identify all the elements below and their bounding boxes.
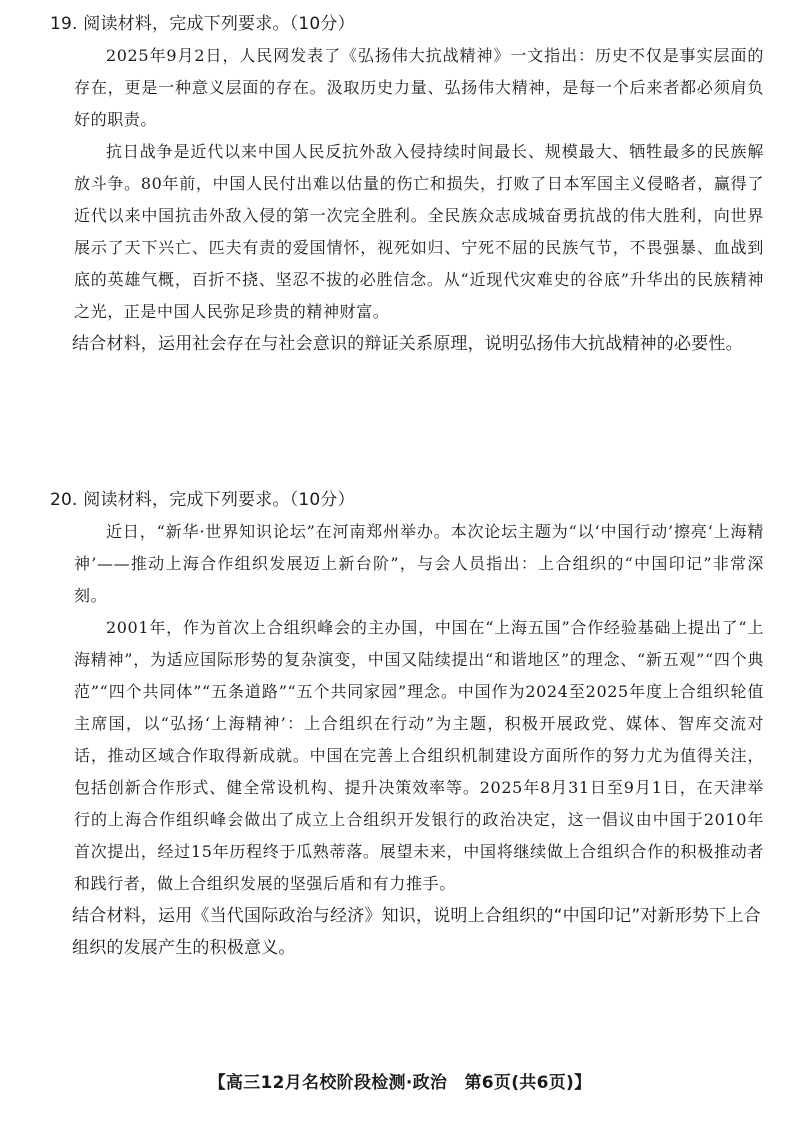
question-20 <box>44 484 764 964</box>
question-20-task: 结合材料，运用《当代国际政治与经济》知识，说明上合组织的“中国印记”对新形势下上合组织的发展产生的积极意义。 <box>72 906 761 958</box>
page-footer: 【高三12月名校阶段检测·政治 第6页(共6页)】 <box>208 1073 592 1093</box>
question-20-heading: 20. 阅读材料，完成下列要求。（10分） <box>50 490 355 510</box>
question-20-material-paragraph: 近日，“新华·世界知识论坛”在河南郑州举办。本次论坛主题为“以‘中国行动’擦亮‘上海精神’——推动上海合作组织发展迈上新台阶”，与会人员指出：上合组织的“中国印记”非常深刻。 <box>74 522 764 605</box>
question-20-material-paragraph: 2001年，作为首次上合组织峰会的主办国，中国在“上海五国”合作经验基础上提出了“上海精神”，为适应国际形势的复杂演变，中国又陆续提出“和谐地区”的理念、“新五观”“四个典范”“四个共同体”“五条道路”“五个共同家园”理念。中国作为2024至2025年度上合组织轮值主席国，以“弘扬‘上海精神’：上合组织在行动”为主题，积极开展政党、媒体、智库交流对话，推动区域合作取得新成就。中国在完善上合组织机制建设方面所作的努力尤为值得关注，包括创新合作形式、健全常设机构、提升决策效率等。2025年8月31日至9月1日，在天津举行的上海合作组织峰会做出了成立上合组织开发银行的政治决定，这一倡议由中国于2010年首次提出，经过15年历程终于瓜熟蒂落。展望未来，中国将继续做上合组织合作的积极推动者和践行者，做上合组织发展的坚强后盾和有力推手。 <box>74 618 764 893</box>
question-19-material-paragraph: 抗日战争是近代以来中国人民反抗外敌入侵持续时间最长、规模最大、牺牲最多的民族解放斗争。80年前，中国人民付出难以估量的伤亡和损失，打败了日本军国主义侵略者，赢得了近代以来中国抗击外敌入侵的第一次完全胜利。全民族众志成城奋勇抗战的伟大胜利，向世界展示了天下兴亡、匹夫有责的爱国情怀，视死如归、宁死不屈的民族气节，不畏强暴、血战到底的英雄气概，百折不挠、坚忍不拔的必胜信念。从“近现代灾难史的谷底”升华出的民族精神之光，正是中国人民弥足珍贵的精神财富。 <box>74 142 764 321</box>
question-19 <box>44 8 764 360</box>
question-19-heading: 19. 阅读材料，完成下列要求。（10分） <box>50 14 355 34</box>
question-19-material-paragraph: 2025年9月2日，人民网发表了《弘扬伟大抗战精神》一文指出：历史不仅是事实层面的存在，更是一种意义层面的存在。汲取历史力量、弘扬伟大精神，是每一个后来者都必须肩负好的职责。 <box>74 46 764 129</box>
question-19-task: 结合材料，运用社会存在与社会意识的辩证关系原理，说明弘扬伟大抗战精神的必要性。 <box>72 334 743 354</box>
